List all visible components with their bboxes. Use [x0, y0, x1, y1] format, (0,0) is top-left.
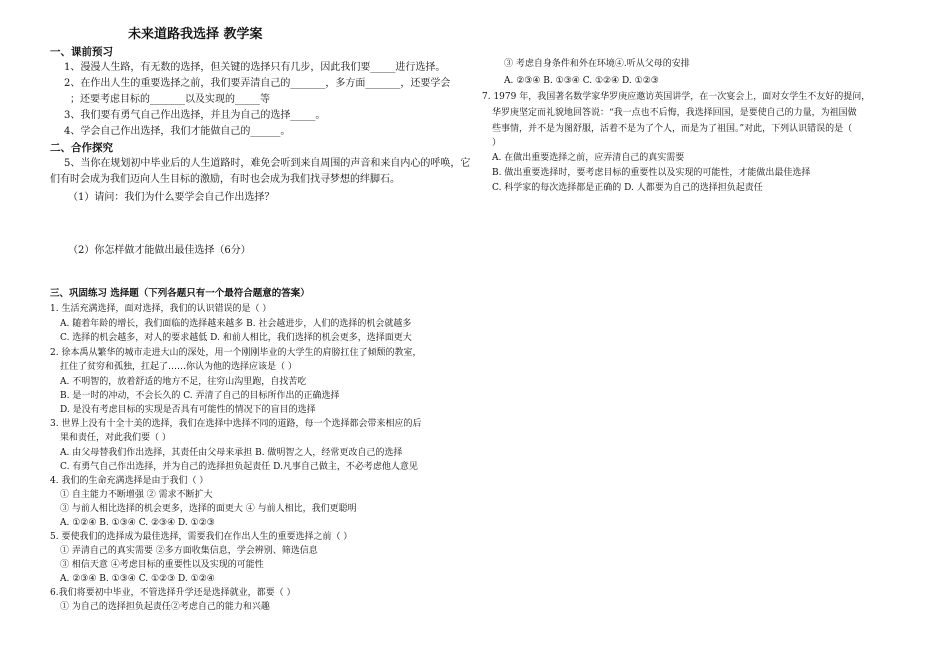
explore-question-1: （1）请问：我们为什么要学会自己作出选择？	[68, 192, 275, 203]
q1-options-cd: C. 选择的机会越多，对人的要求越低 D. 和前人相比，我们选择的机会更多，选择面更大	[60, 333, 412, 343]
q1-options-ab: A. 随着年龄的增长，我们面临的选择越来越多 B. 社会越进步，人们的选择的机会就越多	[60, 319, 412, 329]
q6-options: A. ②③④ B. ①③④ C. ①②④ D. ①②③	[504, 76, 659, 86]
section-heading-explore: 二、合作探究	[50, 142, 113, 154]
explore-item-5-cont: 们有时会成为我们迈向人生目标的激励，有时也会成为我们找寻梦想的绊脚石。	[50, 174, 400, 185]
q5-options: A. ②③④ B. ①③④ C. ①②③ D. ①②④	[60, 574, 215, 584]
q3-options-ab: A. 由父母替我们作出选择，其责任由父母来承担 B. 做明智之人，经常更改自己的选择	[60, 448, 403, 458]
q7-stem: 7. 1979 年，我国著名数学家华罗庚应邀访英国讲学，在一次宴会上，面对女学生不友好的提问，	[482, 92, 871, 102]
q2-option-d: D. 是没有考虑目标的实现是否具有可能性的情况下的盲目的选择	[60, 405, 316, 415]
preview-item-2: 2、在作出人生的重要选择之前，我们要弄清自己的_______，多方面_______，还要学会	[64, 78, 451, 89]
q7-stem-cont-2: 些事情，并不是为图舒服，活着不是为了个人，而是为了祖国。”对此，下列认识错误的是（	[492, 124, 853, 134]
section-heading-practice: 三、巩固练习 选择题（下列各题只有一个最符合题意的答案）	[50, 288, 310, 299]
q4-items-12: ① 自主能力不断增强 ② 需求不断扩大	[60, 490, 213, 500]
q7-stem-cont-3: ）	[492, 138, 502, 148]
q6-items-34: ③ 考虑自身条件和外在环境④.听从父母的安排	[504, 59, 690, 69]
section-heading-preview: 一、课前预习	[50, 46, 113, 58]
q4-options: A. ①②④ B. ①③④ C. ②③④ D. ①②③	[60, 518, 215, 528]
q5-items-12: ① 弄清自己的真实需要 ②多方面收集信息，学会辨别、筛选信息	[60, 546, 318, 556]
q6-items-12: ① 为自己的选择担负起责任②考虑自己的能力和兴趣	[60, 602, 270, 612]
q7-stem-cont-1: 华罗庚坚定而礼貌地回答说：“我一点也不后悔，我选择回国，是要使自己的力量，为祖国做	[492, 108, 857, 118]
preview-item-4: 4、学会自己作出选择，我们才能做自己的______。	[64, 126, 291, 137]
document-title: 未来道路我选择 教学案	[128, 27, 263, 42]
q5-stem: 5. 要使我们的选择成为最佳选择，需要我们在作出人生的重要选择之前（ ）	[50, 532, 353, 542]
q3-stem: 3. 世界上没有十全十美的选择，我们在选择中选择不同的道路，每一个选择都会带来相应的后	[50, 419, 422, 429]
explore-item-5: 5、当你在规划初中毕业后的人生道路时，难免会听到来自周围的声音和来自内心的呼唤，它	[64, 158, 471, 169]
q7-option-b: B. 做出重要选择时，要考虑目标的重要性以及实现的可能性，才能做出最佳选择	[492, 168, 811, 178]
q1-stem: 1. 生活充满选择，面对选择，我们的认识错误的是（ ）	[50, 304, 272, 314]
q7-option-a: A. 在做出重要选择之前，应弄清自己的真实需要	[492, 153, 685, 163]
q5-items-34: ③ 相信天意 ④考虑目标的重要性以及实现的可能性	[60, 560, 264, 570]
q2-option-a: A. 不明智的，放着舒适的地方不足，往穷山沟里跑，自找苦吃	[60, 377, 307, 387]
q7-options-cd: C. 科学家的每次选择都是正确的 D. 人都要为自己的选择担负起责任	[492, 183, 763, 193]
q2-stem-cont: 扛住了贫穷和孤独，扛起了……你认为他的选择应该是（ ）	[60, 362, 297, 372]
q3-stem-cont: 果和责任，对此我们要（ ）	[60, 433, 171, 443]
preview-item-1: 1、漫漫人生路，有无数的选择，但关键的选择只有几步，因此我们要_____进行选择。	[64, 62, 446, 73]
preview-item-2-cont: ；还要考虑目标的_______以及实现的_____等	[70, 94, 270, 105]
explore-question-2: （2）你怎样做才能做出最佳选择（6分）	[68, 245, 251, 256]
preview-item-3: 3、我们要有勇气自己作出选择，并且为自己的选择_____。	[64, 110, 326, 121]
q4-items-34: ③ 与前人相比选择的机会更多，选择的面更大 ④ 与前人相比，我们更聪明	[60, 504, 357, 514]
q6-stem: 6.我们将要初中毕业，不管选择升学还是选择就业，都要（ ）	[50, 588, 296, 598]
q3-options-cd: C. 有勇气自己作出选择，并为自己的选择担负起责任 D.凡事自己做主，不必考虑他人意见	[60, 462, 418, 472]
q2-stem: 2. 徐本禹从繁华的城市走进大山的深处，用一个刚刚毕业的大学生的肩膀扛住了倾颓的教室，	[50, 348, 422, 358]
q4-stem: 4. 我们的生命充满选择是由于我们（ ）	[50, 476, 209, 486]
q2-options-bc: B. 是一时的冲动，不会长久的 C. 弄清了自己的目标所作出的正确选择	[60, 391, 340, 401]
